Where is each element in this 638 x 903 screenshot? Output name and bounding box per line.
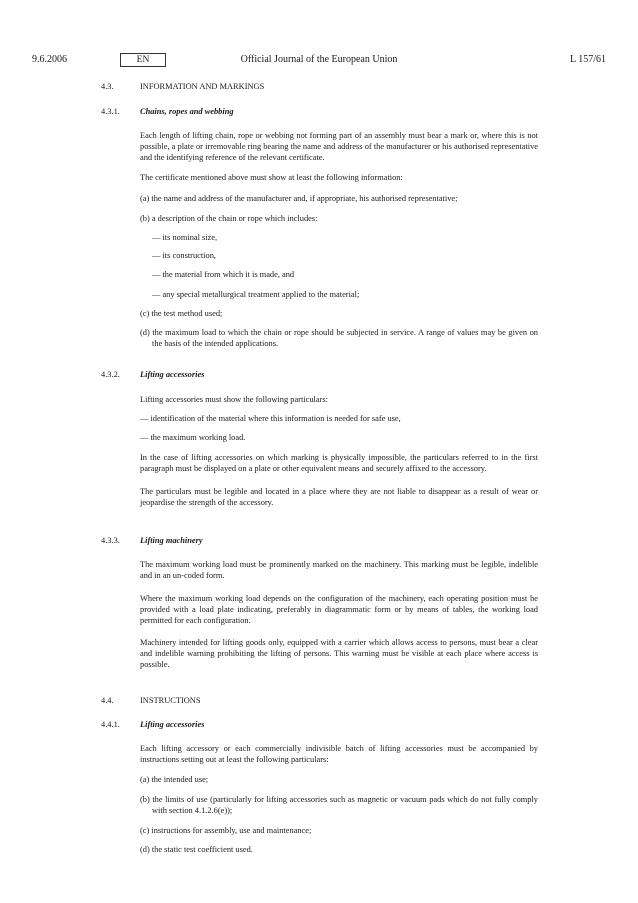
list-item: (c) instructions for assembly, use and maintenance; <box>140 826 312 835</box>
list-item: (d) the static test coefficient used. <box>140 845 253 854</box>
subsection-heading: Lifting accessories <box>140 720 205 729</box>
paragraph: The maximum working load must be prominently marked on the machinery. This marking must be legible, indelible and in an un-coded form. <box>140 560 538 580</box>
section-heading: INFORMATION AND MARKINGS <box>140 82 265 91</box>
paragraph: Each length of lifting chain, rope or webbing not forming part of an assembly must bear a mark or, where this is not possible, a plate or irremovable ring bearing the name and address of the manufacturer or his authorised representative and the identifying reference of the relevant certificate. <box>140 131 538 162</box>
dash-item: — the maximum working load. <box>140 433 246 442</box>
dash-item: — its construction, <box>152 251 216 260</box>
paragraph: Where the maximum working load depends on the configuration of the machinery, each operating position must be provided with a load plate indicating, preferably in diagrammatic form or by means of tables, the working load permitted for each configuration. <box>140 594 538 625</box>
list-item: (c) the test method used; <box>140 309 223 318</box>
section-number: 4.4. <box>101 696 114 705</box>
dash-item: — its nominal size, <box>152 233 218 242</box>
list-item: (a) the name and address of the manufacturer and, if appropriate, his authorised representative; <box>140 194 458 203</box>
subsection-heading: Chains, ropes and webbing <box>140 107 234 116</box>
paragraph: The certificate mentioned above must show at least the following information: <box>140 173 403 182</box>
list-item: (b) a description of the chain or rope which includes: <box>140 214 318 223</box>
subsection-number: 4.3.2. <box>101 370 120 379</box>
list-item: (d) the maximum load to which the chain or rope should be subjected in service. A range of values may be given on the basis of the intended applications. <box>140 328 538 348</box>
dash-item: — any special metallurgical treatment applied to the material; <box>152 290 360 299</box>
dash-item: — the material from which it is made, and <box>152 270 295 279</box>
page-header <box>32 54 606 68</box>
subsection-heading: Lifting machinery <box>140 536 203 545</box>
list-item: (a) the intended use; <box>140 775 209 784</box>
paragraph: Machinery intended for lifting goods only, equipped with a carrier which allows access to persons, must bear a clear and indelible warning prohibiting the lifting of persons. This warning must be visible at each place where access is possible. <box>140 638 538 669</box>
dash-item: — identification of the material where this information is needed for safe use, <box>140 414 401 423</box>
journal-title: Official Journal of the European Union <box>240 54 398 65</box>
subsection-number: 4.3.1. <box>101 107 120 116</box>
language-badge: EN <box>120 53 166 67</box>
subsection-number: 4.3.3. <box>101 536 120 545</box>
paragraph: The particulars must be legible and located in a place where they are not liable to disappear as a result of wear or jeopardise the strength of the accessory. <box>140 487 538 507</box>
section-heading: INSTRUCTIONS <box>140 696 201 705</box>
paragraph: In the case of lifting accessories on which marking is physically impossible, the particulars referred to in the first paragraph must be displayed on a plate or other equivalent means and securely affixed to the accessory. <box>140 453 538 473</box>
paragraph: Lifting accessories must show the following particulars: <box>140 395 328 404</box>
header-date: 9.6.2006 <box>32 54 67 65</box>
paragraph: Each lifting accessory or each commercially indivisible batch of lifting accessories must be accompanied by instructions setting out at least the following particulars: <box>140 744 538 764</box>
section-number: 4.3. <box>101 82 114 91</box>
subsection-heading: Lifting accessories <box>140 370 205 379</box>
subsection-number: 4.4.1. <box>101 720 120 729</box>
page-reference: L 157/61 <box>569 54 606 65</box>
list-item: (b) the limits of use (particularly for lifting accessories such as magnetic or vacuum pads which do not fully comply with section 4.1.2.6(e)); <box>140 795 538 815</box>
